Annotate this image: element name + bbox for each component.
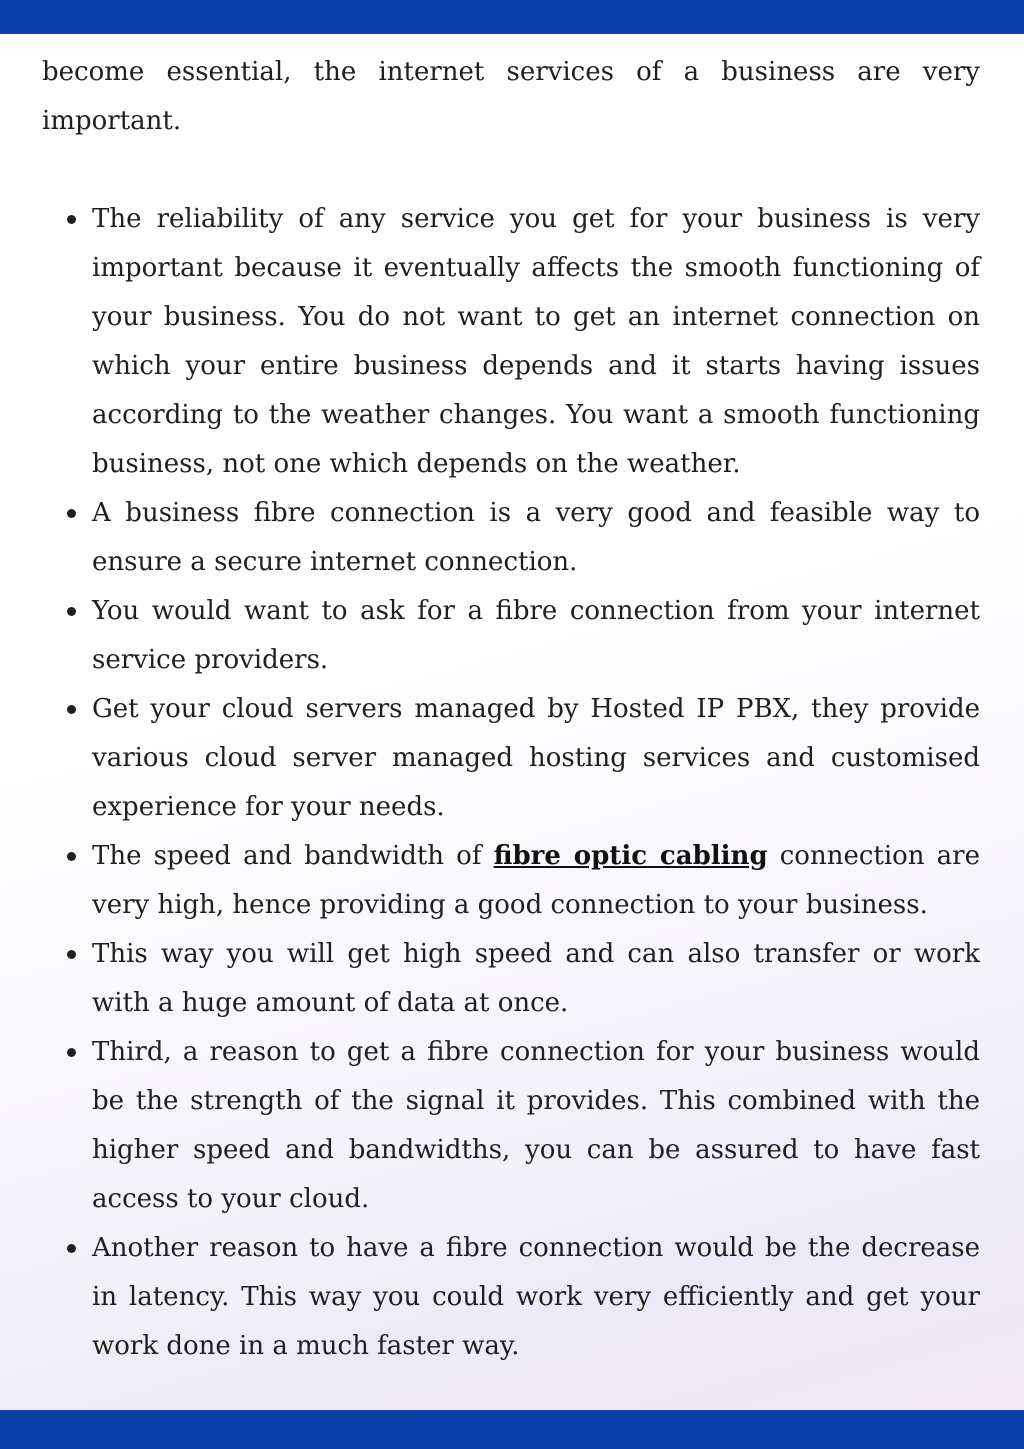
bullet-text: Another reason to have a fibre connection would be the decrease in latency. This way you could work very efficiently and get your work done in a much faster way. <box>92 1233 980 1361</box>
bullet-icon <box>67 950 76 959</box>
bullet-icon <box>67 705 76 714</box>
bullet-icon <box>67 607 76 616</box>
bullet-icon <box>67 852 76 861</box>
bullet-text-after-link: connection are very high, hence providing a good connection to your business. <box>92 841 980 920</box>
bullet-item-high-speed <box>42 930 980 1028</box>
bullet-text: You would want to ask for a fibre connection from your internet service providers. <box>92 596 980 675</box>
bullet-item-speed-bandwidth <box>42 832 980 930</box>
bullet-icon <box>67 1048 76 1057</box>
bullet-item-business-fibre <box>42 489 980 587</box>
top-banner-bar <box>0 0 1024 34</box>
bullet-list <box>42 195 980 1371</box>
bullet-text: This way you will get high speed and can also transfer or work with a huge amount of data at once. <box>92 939 980 1018</box>
bullet-text: Third, a reason to get a fibre connection for your business would be the strength of the signal it provides. This combined with the higher speed and bandwidths, you can be assured to have fast access to your cloud. <box>92 1037 980 1214</box>
bottom-banner-bar <box>0 1410 1024 1449</box>
bullet-icon <box>67 1244 76 1253</box>
bullet-item-latency <box>42 1224 980 1371</box>
bullet-text: Get your cloud servers managed by Hosted IP PBX, they provide various cloud server managed hosting services and customised experience for your needs. <box>92 694 980 822</box>
bullet-text: The reliability of any service you get for your business is very important because it eventually affects the smooth functioning of your business. You do not want to get an internet connection on which your entire business depends and it starts having issues according to the weather changes. You want a smooth functioning business, not one which depends on the weather. <box>92 204 980 479</box>
bullet-text: A business fibre connection is a very good and feasible way to ensure a secure internet connection. <box>92 498 980 577</box>
bullet-icon <box>67 215 76 224</box>
bullet-item-reliability <box>42 195 980 489</box>
bullet-item-cloud-servers <box>42 685 980 832</box>
bullet-item-ask-provider <box>42 587 980 685</box>
bullet-item-signal-strength <box>42 1028 980 1224</box>
bullet-text-before-link: The speed and bandwidth of <box>92 841 494 871</box>
bullet-icon <box>67 509 76 518</box>
fibre-optic-cabling-link[interactable]: fibre optic cabling <box>493 841 768 871</box>
document-body <box>42 48 980 1371</box>
intro-paragraph: become essential, the internet services of a business are very important. <box>42 57 980 136</box>
